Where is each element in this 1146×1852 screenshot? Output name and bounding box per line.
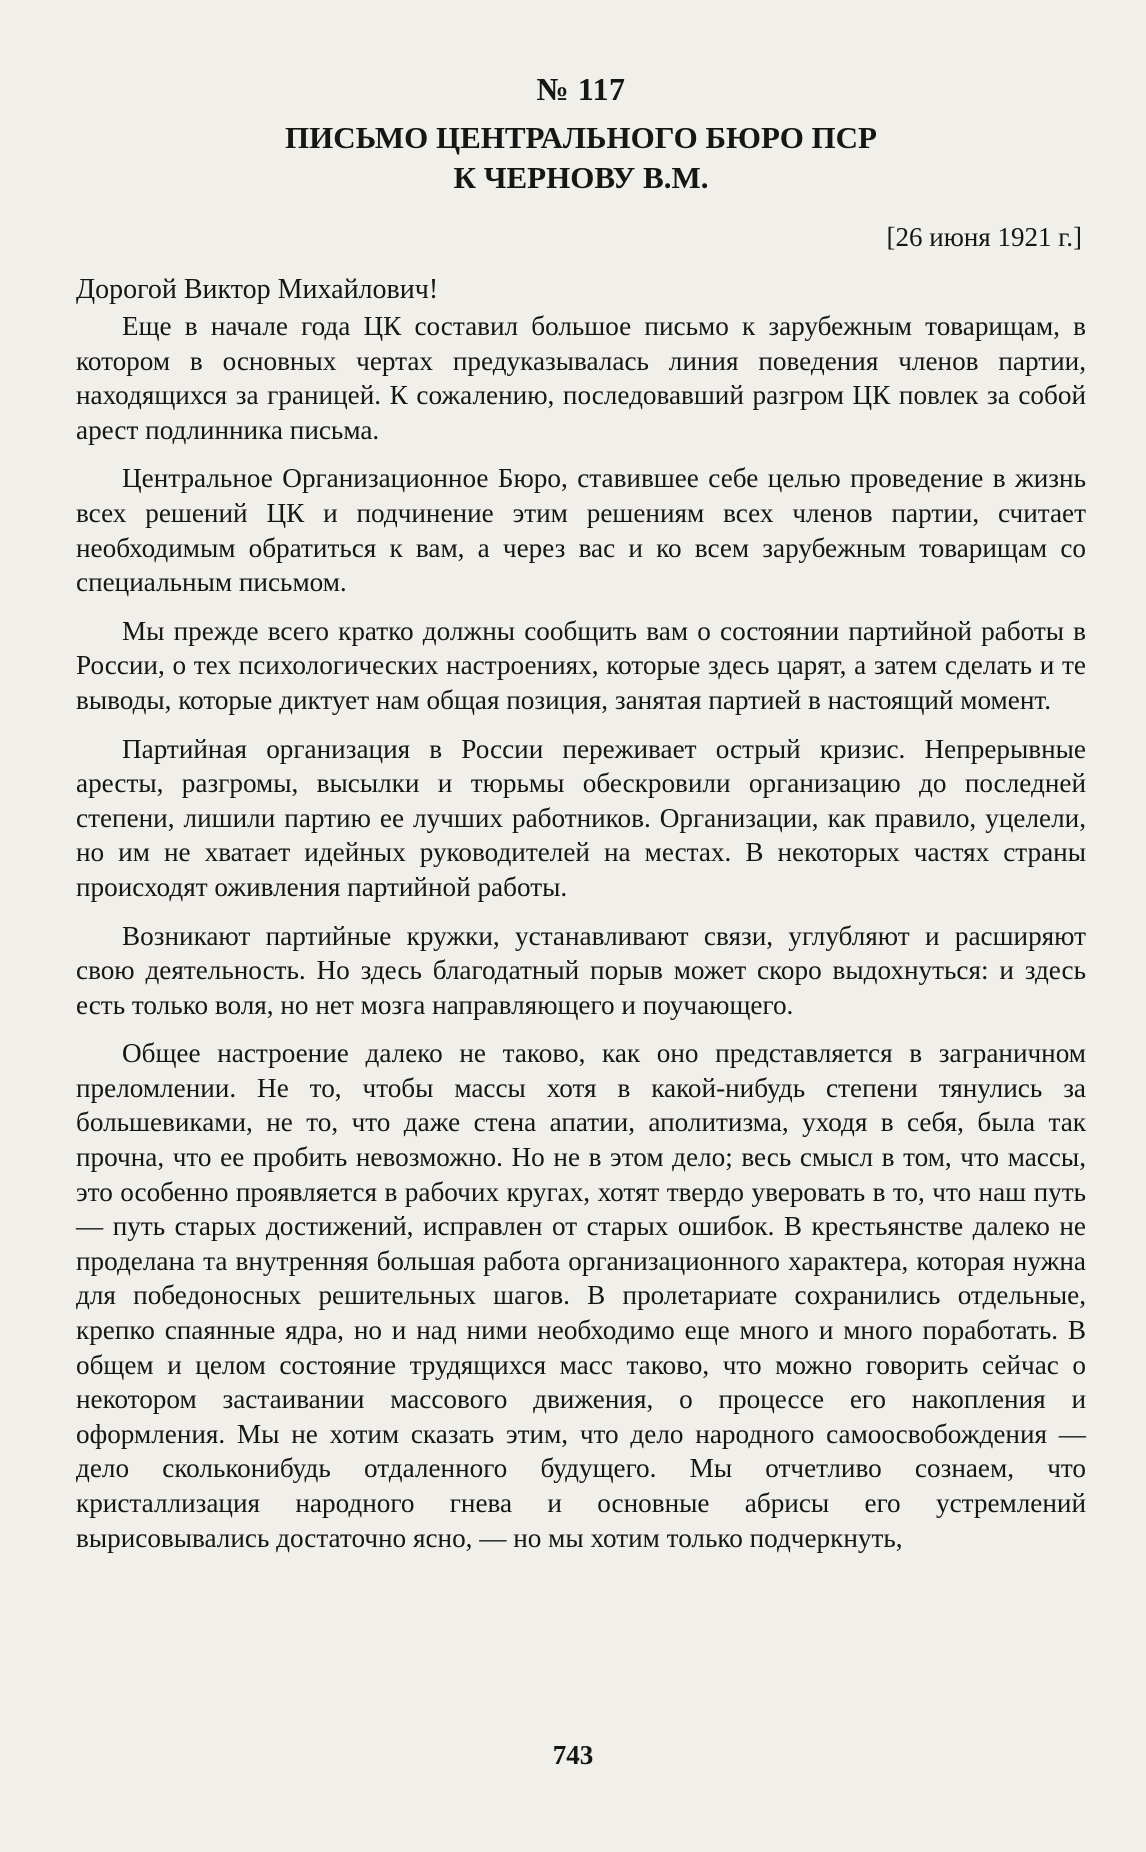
page-number: 743 [552, 1740, 594, 1770]
title-line-2: К ЧЕРНОВУ В.М. [453, 160, 709, 195]
paragraph: Возникают партийные кружки, устанавливают связи, углубляют и расширяют свою деятельность. Но здесь благодатный порыв может скоро выдохнуться: и здесь есть только воля, но нет мозга направляющего и поучающего. [76, 920, 1086, 1020]
paragraph: Партийная организация в России переживает острый кризис. Непрерывные аресты, разгромы, высылки и тюрьмы обескровили организацию до последней степени, лишили партию ее лучших работников. Организации, как правило, уцелели, но им не хватает идейных руководителей на местах. В некоторых частях страны происходят оживления партийной работы. [76, 733, 1086, 902]
paragraph: Общее настроение далеко не таково, как оно представляется в заграничном преломлении. Не то, чтобы массы хотя в какой-нибудь степени тянулись за большевиками, не то, что даже стена апатии, аполитизма, уходя в себя, была так прочна, что ее пробить невозможно. Но не в этом дело; весь смысл в том, что массы, это особенно проявляется в рабочих кругах, хотят твердо уверовать в то, что наш путь — путь старых достижений, исправлен от старых ошибок. В крестьянстве далеко не проделана та внутренняя большая работа организационного характера, которая нужна для победоносных решительных шагов. В пролетариате сохранились отдельные, крепко спаянные ядра, но и над ними необходимо еще много и много поработать. В общем и целом состояние трудящихся масс таково, что можно говорить сейчас о некотором застаивании массового движения, о процессе его накопления и оформления. Мы не хотим сказать этим, что дело народного самоосвобождения — дело скольконибудь отдаленного будущего. Мы отчетливо сознаем, что кристаллизация народного гнева и основные абрисы его устремлений вырисовывались достаточно ясно, — но мы хотим только подчеркнуть, [76, 1038, 1086, 1553]
document-page [76, 70, 1086, 1569]
paragraph: Мы прежде всего кратко должны сообщить вам о состоянии партийной работы в России, о тех психологических настроениях, которые здесь царят, а затем сделать и те выводы, которые диктует нам общая позиция, занятая партией в настоящий момент. [76, 615, 1086, 715]
document-title [76, 118, 1086, 198]
title-line-1: ПИСЬМО ЦЕНТРАЛЬНОГО БЮРО ПСР [284, 120, 877, 155]
paragraph: Еще в начале года ЦК составил большое письмо к зарубежным товарищам, в котором в основных чертах предуказывалась линия поведения членов партии, находящихся за границей. К сожалению, последовавший разгром ЦК повлек за собой арест подлинника письма. [76, 311, 1086, 445]
document-number: № 117 [536, 71, 626, 107]
paragraph: Центральное Организационное Бюро, ставившее себе целью проведение в жизнь всех решений ЦК и подчинение этим решениям всех членов партии, считает необходимым обратиться к вам, а через вас и ко всем зарубежным товарищам со специальным письмом. [76, 463, 1086, 598]
document-date: [26 июня 1921 г.] [886, 222, 1082, 252]
letter-salutation: Дорогой Виктор Михайлович! [76, 274, 439, 305]
